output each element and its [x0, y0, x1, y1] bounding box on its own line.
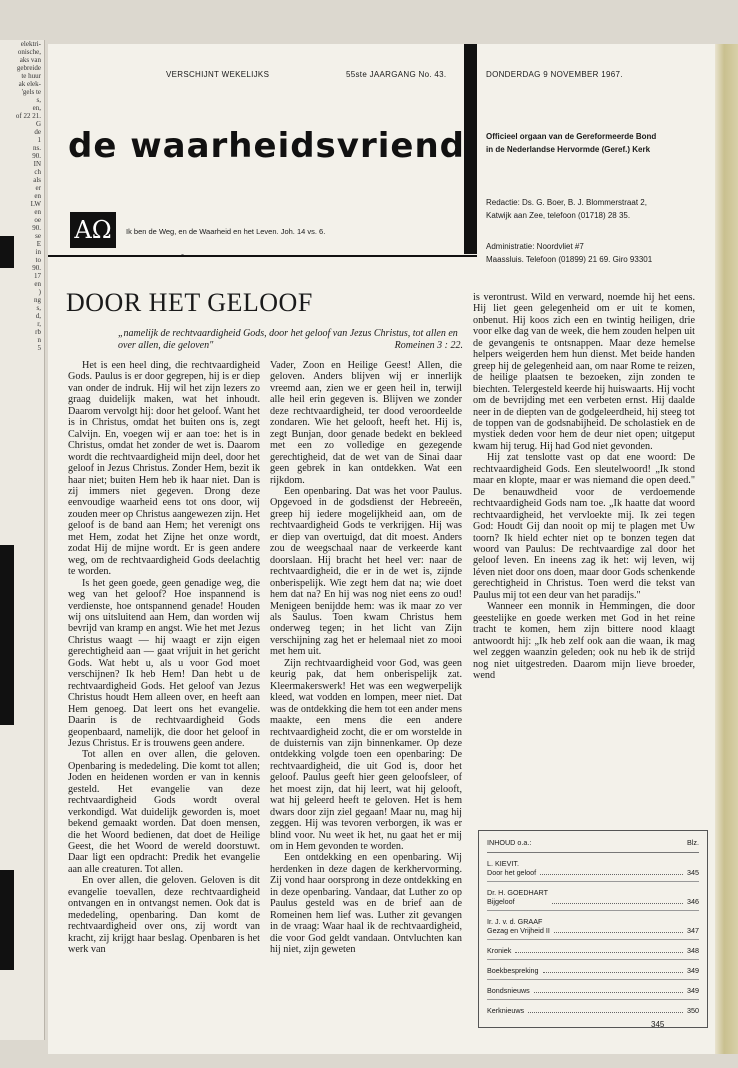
previous-page-fragment: )	[38, 288, 41, 296]
toc-entry-text	[487, 888, 548, 906]
previous-page-fragment: ng	[34, 296, 41, 304]
header-frequency: VERSCHIJNT WEKELIJKS	[166, 70, 270, 79]
toc-leader-dots	[534, 992, 683, 993]
masthead-title: de waarheidsvriend	[68, 126, 465, 166]
newspaper-page	[48, 44, 715, 1054]
toc-entry-text	[487, 946, 511, 955]
toc-entry-text	[487, 966, 539, 975]
toc-entry	[487, 984, 699, 1000]
administratie-line-2: Maassluis. Telefoon (01899) 21 69. Giro 93301	[486, 255, 653, 264]
previous-page-fragment: s,	[36, 304, 41, 312]
previous-page-fragment: r,	[37, 320, 41, 328]
previous-page-fragment: aks van	[19, 56, 41, 64]
previous-page-black-bar	[0, 545, 14, 725]
previous-page-fragment: 90.	[32, 152, 41, 160]
toc-author: Dr. H. GOEDHART	[487, 888, 548, 897]
toc-title: Kroniek	[487, 946, 512, 955]
previous-page-fragment: te huur	[21, 72, 41, 80]
paragraph: Zijn rechtvaardigheid voor God, was geen keurig pak, dat hem onberispelijk zat. Kleermakerswerk! Het was een wegwerpelijk kleed, wat vodden en lompen, meer niet. Dat was de ontdekking die hem tot een ander mens maakte, een mens die een andere rechtvaardigheid zocht, die er om worstelde in de duisternis van zijn binnenkamer. Op deze ontdekking volgde toen een openbaring: De rechtvaardigheid, die uit God is, door het geloof. Paulus geeft hier geen geloofsleer, of het moest zijn, dat hij leert, wat hij gelooft, wat hij geleerd heeft te geloven. Het is hem dwars door zijn ziel gegaan! Maar nu, mag hij zeggen. Hij was tevoren verborgen, ik was er blind voor. Nu weet ik het, nu gaat het er mij om in Hem gevonden te worden.	[270, 657, 462, 853]
previous-page-fragment: elektri-	[20, 40, 41, 48]
toc-header	[487, 835, 699, 853]
toc-entry-text	[487, 1006, 524, 1015]
previous-page-black-bar	[0, 236, 14, 268]
previous-page-fragment: n	[37, 336, 41, 344]
header-volume: 55ste JAARGANG No. 43.	[346, 70, 447, 79]
previous-page-fragment: in	[35, 248, 41, 256]
toc-entry-text	[487, 859, 536, 877]
toc-title: Door het geloof	[487, 868, 537, 877]
previous-page-fragment: ch	[34, 168, 41, 176]
paragraph: Het is een heel ding, die rechtvaardigheid Gods. Paulus is er door gegrepen, hij is er diep van onder de indruk. Hij wil het zijn lezers zo graag duidelijk maken, wat het inhoudt. Daarom vervolgt hij: door het geloof. Want het is in Christus, omdat het buiten ons is, zegt Calvijn. En, voegen wij er aan toe: het is in Christus, omdat het zonder de wet is. Daarom wordt die rechtvaardigheid mijn deel, door het geloof in Jezus Christus. Zonder Hem, bezit ik haar niet; buiten Hem heb ik haar niet. Dan is zij immers niet gegeven. Drong deze eenvoudige waarheid eens tot ons door, wij zouden meer op Christus aangewezen zijn. Het geloof is de band aan Hem; het verenigt ons met Hem, zodat het Zijne het onze wordt, zodat Hij de mijne wordt. Er is geen andere weg, om de rechtvaardigheid Gods deelachtig te worden.	[68, 360, 260, 578]
organ-line-1: Officieel orgaan van de Gereformeerde Bond	[486, 132, 657, 141]
redactie-line-2: Katwijk aan Zee, telefoon (01718) 28 35.	[486, 211, 631, 220]
toc-page: 346	[687, 897, 699, 906]
previous-page-fragment: onische,	[17, 48, 41, 56]
toc-title: Bondsnieuws	[487, 986, 530, 995]
previous-page-fragment: 90.	[32, 224, 41, 232]
previous-page-fragment: en	[34, 280, 41, 288]
paragraph: Een openbaring. Dat was het voor Paulus. Opgevoed in de godsdienst der Hebreeën, greep hij iedere mogelijkheid aan, om de rechtvaardigheid Gods te verkrijgen. Hij was er diep van overtuigd, dat dit moest. Anders zou de weegschaal naar de verkeerde kant doorslaan. Hij bracht het heel ver: naar de rechtvaardigheid, die er in de wet is, zijnde onberispelijk. Wie zegt hem dat na; wie doet hem dat na? En hij was nog niet eens zo oud! Menigeen benijdde hem: was ik maar zo ver als Saulus. Toen kwam Christus hem onderweg tegen; in het licht van Zijn verschijning zag het er helemaal niet zo mooi met hem uit.	[270, 485, 462, 658]
previous-page-fragment: ak elek-	[18, 80, 41, 88]
masthead-divider-bar	[464, 44, 477, 254]
alpha-omega-logo: ΑΩ	[70, 212, 116, 248]
toc-leader-dots	[554, 932, 683, 933]
previous-page-fragment: d,	[35, 312, 41, 320]
previous-page-fragment: 1	[37, 136, 41, 144]
toc-entry-text	[487, 917, 550, 935]
toc-entry	[487, 857, 699, 882]
previous-page-fragment: se	[35, 232, 41, 240]
toc-page: 345	[687, 868, 699, 877]
article-column-3	[473, 292, 695, 832]
paragraph: is verontrust. Wild en verward, noemde hij het eens. Hij liet geen gelegenheid om er uit te komen, onbenut. Hij koos zich een en twintig heiligen, drie voor elke dag van de week, die hem zouden helpen uit de gevangenis te ontsnappen. Maar deze hemelse helpers weigerden hem hun dienst. Met beide handen greep hij de gelegenheid aan, om naar Rome te reizen, de heilige plaatsen te bezoeken, zijn zonden te biechten. Telergesteld keerde hij huiswaarts. Hij vocht om de bevrijding met een verbeten ernst. Hij daalde neer in de diepten van de godgeleerdheid, hij steeg tot de toppen van de godsnabijheid. De scholastiek en de mystiek deden voor hem de deur niet open; uitgeput kwam hij terug. Hij had God niet gevonden.	[473, 292, 695, 452]
paragraph: Hij zat tenslotte vast op dat ene woord: De rechtvaardigheid Gods. Een sleutelwoord! „Ik stond maar en klopte, maar er was niemand die open deed." De benauwdheid voor de verdoemende rechtvaardigheid Gods nam toe. „Ik haatte dat woord rechtvaardigheid, het vervloekte mij. Ik zei tegen God: Houdt Gij dan nooit op mij te plagen met Uw toorn? Ik hield echter niet op te bonzen tegen dat woord van Paulus: De rechtvaardige zal door het geloof leven. En ineens zag ik het: wij leven, wij léven niet door ons doen, maar door Gods schenkende gerechtigheid in Christus. Toen werd die tekst van Paulus mij tot een deur van het paradijs."	[473, 452, 695, 601]
masthead-rule	[48, 255, 477, 257]
article-epigraph	[118, 328, 463, 352]
toc-entry	[487, 915, 699, 940]
paragraph: En over allen, die geloven. Geloven is dit evangelie toevallen, deze rechtvaardigheid ontvangen en in ontvangst nemen. Ook dat is mededeling, openbaring. Dan komt de rechtvaardigheid over ons, zij wordt van kracht, zij krijgt haar beslag. Openbaren is het werk van	[68, 875, 260, 956]
toc-page: 350	[687, 1006, 699, 1015]
paragraph: Vader, Zoon en Heilige Geest! Allen, die geloven. Anders blijven wij er innerlijk vreemd aan, zien we er geen heil in, terwijl alle heil erin gegeven is. Blijven we zonder deze rechtvaardigheid, ter dood veroordeelde zondaren. Wie het gelooft, heeft het. Hij is, zegt Bunjan, door genade bedekt en bekleed met een zo volledige en gezegende gerechtigheid, dat de wet van de Sinai daar geen gebrek in kan ontdekken. Wat een rijkdom.	[270, 360, 462, 486]
toc-entry	[487, 964, 699, 980]
previous-page-fragment: ns.	[33, 144, 41, 152]
previous-page-fragment: rb	[35, 328, 41, 336]
epigraph-reference: Romeinen 3 : 22.	[394, 340, 463, 351]
toc-title: Bijgeloof	[487, 897, 515, 906]
toc-entry-text	[487, 986, 530, 995]
previous-page-fragment: er	[35, 184, 41, 192]
previous-page-fragment: IN	[33, 160, 41, 168]
previous-page-fragment: en	[34, 208, 41, 216]
previous-page-fragment: G	[35, 120, 41, 128]
article-title: DOOR HET GELOOF	[66, 288, 313, 317]
toc-title: Boekbespreking	[487, 966, 539, 975]
toc-entry	[487, 944, 699, 960]
header-date: DONDERDAG 9 NOVEMBER 1967.	[486, 70, 623, 79]
toc-author: Ir. J. v. d. GRAAF	[487, 917, 543, 926]
previous-page-fragment: de	[34, 128, 41, 136]
epigraph-text: „namelijk de rechtvaardigheid Gods, door het geloof van Jezus Christus, tot allen en over allen, die geloven"	[118, 328, 458, 351]
paragraph: Is het geen goede, geen genadige weg, die weg van het geloof? Hoe inspannend is verdienste, hoe ontspannend genade! Houden wij ons uitsluitend aan Hem, dan worden wij bevrijd van kramp en angst. Wie het met Jezus Christus waagt — hij waagt er zijn eigen gerechtigheid aan — gaat vrijuit in het gericht Gods. Wat hebt u, als u voor God moet verschijnen? Ik heb Hem! Dan hebt u de rechtvaardigheid Gods. Het geloof van Jezus Christus houdt Hem alleen over, en heeft aan Hem genoeg. Dat leert ons het evangelie. Daarin is de rechtvaardigheid Gods geopenbaard, namelijk, die door het geloof in Jezus Christus. Er is trouwens geen andere.	[68, 577, 260, 749]
toc-page: 349	[687, 966, 699, 975]
previous-page-fragment: to	[35, 256, 41, 264]
previous-page-fragment: 90.	[32, 264, 41, 272]
page-number: 345	[651, 1020, 665, 1029]
previous-page-fragment: LW	[30, 200, 41, 208]
article-column-2	[270, 360, 462, 1030]
redactie-line-1: Redactie: Ds. G. Boer, B. J. Blommerstraat 2,	[486, 198, 647, 207]
previous-page-fragment: E	[36, 240, 41, 248]
administratie-line-1: Administratie: Noordvliet #7	[486, 242, 584, 251]
masthead-motto: Ik ben de Weg, en de Waarheid en het Leven. Joh. 14 vs. 6.	[126, 227, 326, 236]
paragraph: Een ontdekking en een openbaring. Wij herdenken in deze dagen de kerkhervorming. Zij vond haar oorsprong in deze ontdekking en in deze openbaring. Vandaar, dat Luther zo op Paulus gesteld was en de brief aan de Romeinen hem lief was. Luther zit gevangen in de vraag: Waar haal ik de rechtvaardigheid, die voor God geldt vandaan. Ontvluchten kan hij niet, zijn geweten	[270, 852, 462, 956]
toc-heading: INHOUD o.a.:	[487, 838, 532, 847]
previous-page-fragment: 5	[37, 344, 41, 352]
paragraph: Tot allen en over allen, die geloven. Openbaring is mededeling. Die komt tot allen; Joden en heidenen worden er van in kennis gesteld. Het evangelie van deze rechtvaardigheid Gods wordt overal verkondigd. Wat duidelijk geworden is, moet bekend gemaakt worden. Dat doen mensen, die het Woord bedienen, dat doet de Heilige Geest, die het Woord de wereld doorstuwt. Daar ligt een opdracht: Predik het evangelie aan alle creaturen. Tot allen.	[68, 749, 260, 875]
previous-page-fragment: of 22 21.	[15, 112, 41, 120]
toc-page: 347	[687, 926, 699, 935]
previous-page-fragment: en,	[32, 104, 41, 112]
toc-leader-dots	[543, 972, 683, 973]
page-edge-right	[715, 44, 738, 1054]
toc-entry	[487, 886, 699, 911]
previous-page-fragment: 17	[34, 272, 41, 280]
previous-page-fragment: en	[34, 192, 41, 200]
toc-page: 349	[687, 986, 699, 995]
toc-title: Gezag en Vrijheid II	[487, 926, 550, 935]
previous-page-fragment: oe	[34, 216, 41, 224]
previous-page-fragment: 'gels te	[21, 88, 41, 96]
article-column-1	[68, 360, 260, 1030]
toc-title: Kerknieuws	[487, 1006, 525, 1015]
toc-leader-dots	[515, 952, 683, 953]
toc-author: L. KIEVIT.	[487, 859, 519, 868]
previous-page-fragment: als	[33, 176, 41, 184]
previous-page-fragment: gebreide	[16, 64, 41, 72]
toc-entry	[487, 1004, 699, 1019]
previous-page-fragment: s,	[36, 96, 41, 104]
table-of-contents	[478, 830, 708, 1028]
toc-leader-dots	[540, 874, 683, 875]
toc-leader-dots	[528, 1012, 683, 1013]
organ-line-2: in de Nederlandse Hervormde (Geref.) Kerk	[486, 145, 651, 154]
previous-page-black-bar	[0, 870, 14, 970]
toc-leader-dots	[552, 903, 683, 904]
toc-page: 348	[687, 946, 699, 955]
paragraph: Wanneer een monnik in Hemmingen, die door geestelijke en goede werken met God in het reine tracht te komen, hem zijn bittere nood klaagt antwoordt hij: „Ik heb zelf ook aan die waan, ik mag wel zeggen waanzin geleden; ook nu heb ik de strijd nog niet uitgestreden. Daarom mijn lieve broeder, wend	[473, 601, 695, 681]
toc-page-heading: Blz.	[687, 838, 699, 847]
